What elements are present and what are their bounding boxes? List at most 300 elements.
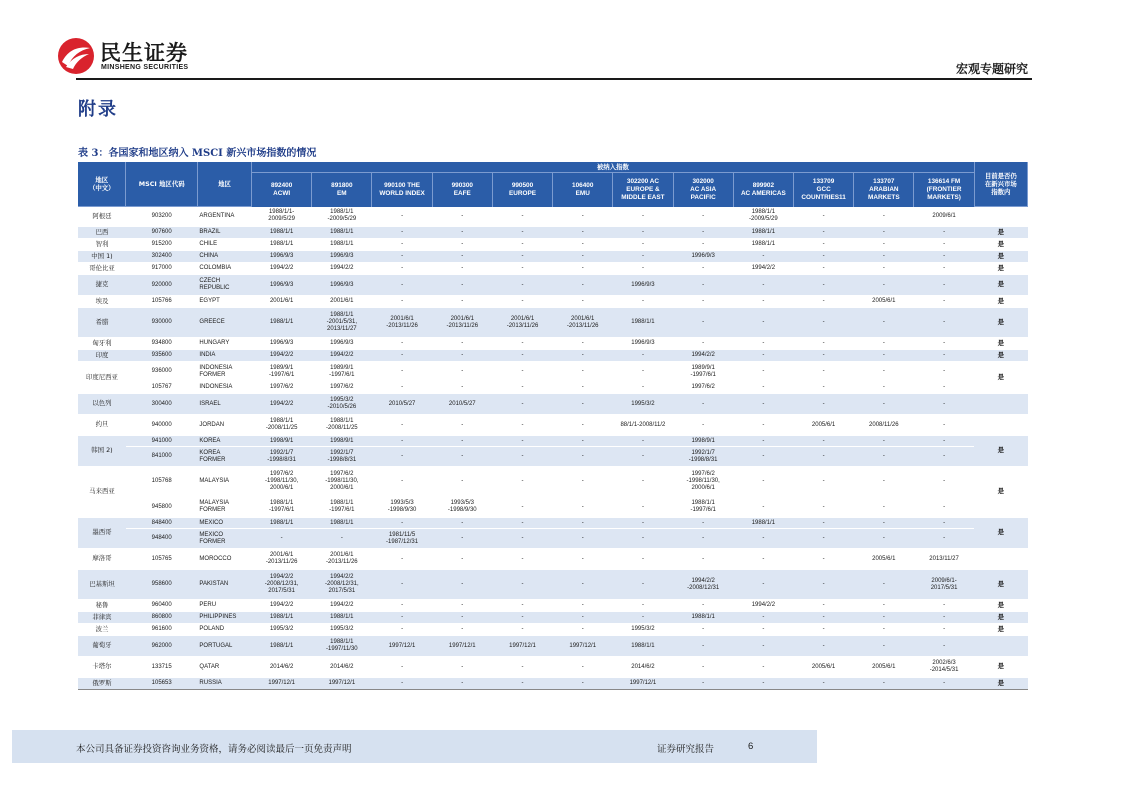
page-number: 6 [748,741,754,752]
table-row [78,549,1028,570]
cell-index-7: 1997/6/2 -1998/11/30, 2000/6/1 [673,467,733,497]
cell-index-8: - [733,275,793,296]
cell-index-1: 1994/2/2 -2008/12/31, 2017/5/31 [312,570,372,600]
cell-index-4: - [492,239,552,251]
cell-index-4: - [492,497,552,518]
col-header-still-in-em: 目前是否仍 在新兴市场 指数内 [974,162,1027,207]
cell-index-5: - [553,275,613,296]
cell-msci-code: 105766 [126,296,197,308]
cell-index-3: 2010/5/27 [432,394,492,415]
cell-index-5: - [553,227,613,239]
cell-index-6: 88/1/1-2008/11/2 [613,415,673,436]
cell-index-9: - [793,497,853,518]
cell-index-1: 1988/1/1 [312,518,372,529]
cell-region-en: EGYPT [197,296,251,308]
cell-region-en: MEXICO [197,518,251,529]
table-row [78,518,1028,529]
table-row [78,350,1028,362]
cell-index-10: - [854,239,914,251]
msci-inclusion-table-container [78,162,1028,690]
cell-index-8: - [733,415,793,436]
cell-index-1: 2001/6/1 -2013/11/26 [312,549,372,570]
cell-index-2: - [372,570,432,600]
cell-index-6: - [613,436,673,447]
cell-still-in-em: 是 [974,275,1027,296]
cell-index-5: - [553,467,613,497]
cell-index-8: - [733,308,793,338]
cell-index-4: - [492,296,552,308]
cell-index-5: - [553,382,613,394]
cell-msci-code: 945800 [126,497,197,518]
cell-index-4: - [492,227,552,239]
cell-region-cn: 哥伦比亚 [78,263,126,275]
cell-index-4: - [492,624,552,636]
cell-index-0: 1994/2/2 [252,350,312,362]
cell-region-cn: 波兰 [78,624,126,636]
cell-index-9: - [793,227,853,239]
cell-index-6: - [613,207,673,227]
cell-still-in-em: 是 [974,436,1027,467]
cell-index-7: 1988/1/1 -1997/6/1 [673,497,733,518]
cell-index-3: - [432,350,492,362]
cell-index-2: - [372,275,432,296]
cell-index-1: 1994/2/2 [312,600,372,612]
cell-index-10: 2005/6/1 [854,296,914,308]
cell-msci-code: 958600 [126,570,197,600]
cell-index-1: 1988/1/1 -2008/11/25 [312,415,372,436]
cell-region-cn: 捷克 [78,275,126,296]
cell-still-in-em [974,636,1027,657]
cell-index-5: - [553,263,613,275]
cell-index-0: 1997/6/2 -1998/11/30, 2000/6/1 [252,467,312,497]
cell-index-8: - [733,636,793,657]
cell-region-en: PERU [197,600,251,612]
cell-msci-code: 841000 [126,447,197,467]
cell-index-9: - [793,529,853,549]
cell-region-cn: 菲律宾 [78,612,126,624]
brand-logo [56,36,206,76]
cell-index-8: - [733,447,793,467]
cell-region-cn: 俄罗斯 [78,678,126,690]
cell-index-7: - [673,549,733,570]
cell-index-11: - [914,308,974,338]
cell-index-3: - [432,612,492,624]
cell-index-11: - [914,362,974,382]
table-row [78,296,1028,308]
cell-index-10: - [854,624,914,636]
cell-index-0: 1996/9/3 [252,275,312,296]
cell-index-2: - [372,296,432,308]
col-header-index-9: 133709 GCC COUNTRIES11 [793,173,853,207]
cell-index-4: - [492,382,552,394]
cell-index-1: 1988/1/1 -1997/6/1 [312,497,372,518]
cell-index-2: - [372,436,432,447]
cell-index-2: 2001/6/1 -2013/11/26 [372,308,432,338]
cell-index-9: - [793,251,853,263]
cell-index-4: 2001/6/1 -2013/11/26 [492,308,552,338]
cell-index-1: 1995/3/2 [312,624,372,636]
col-group-header-included: 被纳入指数 [252,162,975,173]
cell-index-3: 1993/5/3 -1998/9/30 [432,497,492,518]
cell-region-en: QATAR [197,657,251,678]
col-header-index-2: 990100 THE WORLD INDEX [372,173,432,207]
cell-index-4: - [492,612,552,624]
cell-index-2: - [372,657,432,678]
cell-index-11: - [914,447,974,467]
cell-index-5: - [553,570,613,600]
cell-index-3: - [432,570,492,600]
table-row [78,467,1028,497]
cell-msci-code: 105768 [126,467,197,497]
cell-index-0: 1997/12/1 [252,678,312,690]
cell-index-6: - [613,263,673,275]
cell-index-3: - [432,678,492,690]
cell-index-3: - [432,657,492,678]
cell-index-5: - [553,678,613,690]
cell-index-11: - [914,678,974,690]
cell-index-8: - [733,382,793,394]
cell-index-10: - [854,467,914,497]
cell-index-0: 1994/2/2 [252,394,312,415]
cell-index-7: - [673,239,733,251]
cell-index-10: - [854,678,914,690]
col-header-msci-code: MSCI 地区代码 [126,162,197,207]
cell-still-in-em: 是 [974,570,1027,600]
cell-index-9: - [793,612,853,624]
cell-index-2: 1981/11/5 -1987/12/31 [372,529,432,549]
cell-msci-code: 920000 [126,275,197,296]
cell-index-5: - [553,296,613,308]
cell-region-en: MALAYSIA FORMER [197,497,251,518]
page-header [56,36,1032,76]
cell-index-7: 1994/2/2 [673,350,733,362]
cell-index-8: 1988/1/1 [733,239,793,251]
brand-name-cn: 民生证券 [100,41,188,65]
cell-msci-code: 302400 [126,251,197,263]
cell-index-7: - [673,308,733,338]
cell-index-3: - [432,362,492,382]
cell-index-10: - [854,350,914,362]
col-header-index-0: 892400 ACWI [252,173,312,207]
cell-index-6: 1988/1/1 [613,308,673,338]
cell-index-9: - [793,570,853,600]
cell-index-0: 1988/1/1 [252,636,312,657]
cell-still-in-em: 是 [974,678,1027,690]
page-footer [12,730,817,763]
cell-index-3: - [432,239,492,251]
cell-index-7: 1994/2/2 -2008/12/31 [673,570,733,600]
section-title: 附录 [78,99,118,120]
cell-region-en: ISRAEL [197,394,251,415]
brand-logo-icon [56,36,96,76]
cell-index-8: 1994/2/2 [733,600,793,612]
cell-index-5: 2001/6/1 -2013/11/26 [553,308,613,338]
cell-index-7: - [673,296,733,308]
cell-index-1: 1997/6/2 [312,382,372,394]
cell-index-11: 2002/6/3 -2014/5/31 [914,657,974,678]
cell-region-cn: 巴基斯坦 [78,570,126,600]
cell-index-7: - [673,207,733,227]
cell-index-8: - [733,657,793,678]
cell-index-1: 1996/9/3 [312,275,372,296]
cell-index-3: - [432,467,492,497]
cell-index-1: - [312,529,372,549]
cell-index-0: 2014/6/2 [252,657,312,678]
cell-index-5: - [553,436,613,447]
cell-still-in-em: 是 [974,263,1027,275]
cell-index-0: 1995/3/2 [252,624,312,636]
cell-index-6: 1988/1/1 [613,636,673,657]
cell-index-3: - [432,447,492,467]
cell-region-cn: 阿根廷 [78,207,126,227]
table-header [78,162,1028,207]
cell-index-4: - [492,362,552,382]
cell-index-4: - [492,436,552,447]
cell-index-9: - [793,275,853,296]
brand-name-en: MINSHENG SECURITIES [101,64,189,71]
cell-index-11: 2013/11/27 [914,549,974,570]
cell-msci-code: 962000 [126,636,197,657]
cell-index-4: - [492,350,552,362]
cell-index-11: - [914,382,974,394]
cell-index-9: - [793,362,853,382]
cell-region-en: PAKISTAN [197,570,251,600]
cell-index-1: 1996/9/3 [312,251,372,263]
cell-index-5: - [553,394,613,415]
cell-msci-code: 930000 [126,308,197,338]
cell-index-6: 1996/9/3 [613,275,673,296]
cell-index-8: 1994/2/2 [733,263,793,275]
cell-index-0: 1988/1/1 [252,518,312,529]
cell-still-in-em [974,207,1027,227]
cell-msci-code: 940000 [126,415,197,436]
cell-index-11: - [914,624,974,636]
cell-index-6: - [613,570,673,600]
cell-region-en: KOREA FORMER [197,447,251,467]
cell-index-1: 1995/3/2 -2010/5/26 [312,394,372,415]
cell-still-in-em: 是 [974,657,1027,678]
cell-index-1: 1992/1/7 -1998/8/31 [312,447,372,467]
cell-index-8: - [733,678,793,690]
cell-region-en: GREECE [197,308,251,338]
cell-index-1: 1997/12/1 [312,678,372,690]
cell-index-4: 1997/12/1 [492,636,552,657]
cell-index-2: 2010/5/27 [372,394,432,415]
cell-index-6: 1996/9/3 [613,338,673,350]
cell-index-10: - [854,600,914,612]
cell-index-6: 2014/6/2 [613,657,673,678]
cell-still-in-em: 是 [974,296,1027,308]
cell-index-10: - [854,447,914,467]
cell-index-2: - [372,382,432,394]
cell-region-en: MEXICO FORMER [197,529,251,549]
cell-index-4: - [492,275,552,296]
cell-index-0: - [252,529,312,549]
cell-index-9: - [793,338,853,350]
cell-index-10: - [854,207,914,227]
cell-region-en: MALAYSIA [197,467,251,497]
cell-index-7: 1996/9/3 [673,251,733,263]
cell-index-11: - [914,227,974,239]
cell-index-11: - [914,394,974,415]
cell-index-3: - [432,251,492,263]
cell-msci-code: 907600 [126,227,197,239]
cell-index-0: 1988/1/1 -2008/11/25 [252,415,312,436]
cell-index-1: 1989/9/1 -1997/6/1 [312,362,372,382]
cell-index-6: 1995/3/2 [613,394,673,415]
cell-region-en: CHINA [197,251,251,263]
cell-index-6: - [613,518,673,529]
cell-index-1: 1998/9/1 [312,436,372,447]
cell-index-10: - [854,338,914,350]
cell-index-4: - [492,518,552,529]
cell-index-4: - [492,415,552,436]
cell-index-3: - [432,549,492,570]
cell-index-7: - [673,338,733,350]
cell-msci-code: 903200 [126,207,197,227]
cell-index-0: 1992/1/7 -1998/8/31 [252,447,312,467]
cell-index-7: - [673,275,733,296]
cell-region-en: COLOMBIA [197,263,251,275]
cell-index-7: - [673,600,733,612]
table-row [78,636,1028,657]
table-row [78,394,1028,415]
cell-index-11: 2009/6/1 [914,207,974,227]
cell-index-7: 1998/9/1 [673,436,733,447]
cell-index-3: - [432,338,492,350]
cell-index-2: - [372,447,432,467]
cell-msci-code: 860800 [126,612,197,624]
cell-index-4: - [492,529,552,549]
cell-region-cn: 以色列 [78,394,126,415]
cell-region-cn: 马来西亚 [78,467,126,518]
cell-index-9: - [793,600,853,612]
cell-index-1: 1988/1/1 -2009/5/29 [312,207,372,227]
cell-index-6: - [613,549,673,570]
cell-msci-code: 105765 [126,549,197,570]
cell-index-0: 1988/1/1 -1997/6/1 [252,497,312,518]
cell-index-7: - [673,394,733,415]
cell-index-6: - [613,497,673,518]
cell-index-9: - [793,394,853,415]
cell-index-4: - [492,657,552,678]
cell-msci-code: 105767 [126,382,197,394]
cell-index-6: 1997/12/1 [613,678,673,690]
cell-index-8: - [733,251,793,263]
cell-index-5: - [553,338,613,350]
cell-index-1: 1988/1/1 -2001/5/31, 2013/11/27 [312,308,372,338]
cell-region-en: PHILIPPINES [197,612,251,624]
col-header-region-cn: 地区 （中文） [78,162,126,207]
cell-index-10: - [854,636,914,657]
cell-still-in-em: 是 [974,624,1027,636]
table-row [78,263,1028,275]
cell-index-3: 1997/12/1 [432,636,492,657]
cell-index-4: - [492,600,552,612]
cell-index-4: - [492,447,552,467]
col-header-index-10: 133707 ARABIAN MARKETS [854,173,914,207]
cell-index-2: - [372,624,432,636]
cell-index-6: - [613,612,673,624]
cell-index-11: - [914,497,974,518]
cell-index-8: - [733,338,793,350]
cell-index-9: 2005/6/1 [793,657,853,678]
msci-inclusion-table [78,162,1028,690]
cell-msci-code: 935600 [126,350,197,362]
cell-index-3: - [432,296,492,308]
cell-index-11: - [914,415,974,436]
cell-index-4: - [492,207,552,227]
cell-still-in-em: 是 [974,308,1027,338]
cell-region-en: MOROCCO [197,549,251,570]
cell-index-6: - [613,296,673,308]
cell-index-8: - [733,350,793,362]
cell-index-10: - [854,612,914,624]
table-row [78,497,1028,518]
cell-still-in-em: 是 [974,251,1027,263]
cell-index-9: - [793,350,853,362]
cell-index-4: - [492,338,552,350]
cell-region-cn: 中国 1) [78,251,126,263]
cell-index-10: - [854,518,914,529]
cell-index-8: - [733,394,793,415]
cell-index-10: - [854,275,914,296]
cell-index-7: - [673,415,733,436]
table-row [78,612,1028,624]
cell-index-5: 1997/12/1 [553,636,613,657]
cell-index-3: - [432,227,492,239]
cell-index-10: - [854,394,914,415]
cell-msci-code: 936000 [126,362,197,382]
cell-msci-code: 848400 [126,518,197,529]
cell-index-7: 1992/1/7 -1998/8/31 [673,447,733,467]
table-row [78,415,1028,436]
cell-index-10: - [854,497,914,518]
cell-still-in-em [974,394,1027,415]
cell-index-3: - [432,382,492,394]
cell-index-2: 1997/12/1 [372,636,432,657]
cell-index-9: - [793,296,853,308]
cell-msci-code: 948400 [126,529,197,549]
cell-index-2: - [372,251,432,263]
cell-index-0: 1994/2/2 [252,600,312,612]
cell-index-6: - [613,350,673,362]
report-type: 宏观专题研究 [955,62,1028,76]
table-row [78,436,1028,447]
cell-region-cn: 智利 [78,239,126,251]
cell-index-2: - [372,612,432,624]
cell-index-8: - [733,436,793,447]
table-row [78,657,1028,678]
cell-index-5: - [553,239,613,251]
cell-index-9: - [793,467,853,497]
cell-still-in-em: 是 [974,467,1027,518]
cell-region-cn: 卡塔尔 [78,657,126,678]
cell-index-3: - [432,207,492,227]
cell-region-en: CHILE [197,239,251,251]
cell-still-in-em: 是 [974,600,1027,612]
cell-still-in-em [974,549,1027,570]
cell-index-9: - [793,678,853,690]
cell-index-10: - [854,570,914,600]
cell-index-0: 1997/6/2 [252,382,312,394]
table-row [78,338,1028,350]
cell-index-0: 2001/6/1 [252,296,312,308]
cell-index-9: - [793,436,853,447]
cell-index-8: 1988/1/1 -2009/5/29 [733,207,793,227]
cell-index-10: - [854,529,914,549]
cell-region-en: KOREA [197,436,251,447]
